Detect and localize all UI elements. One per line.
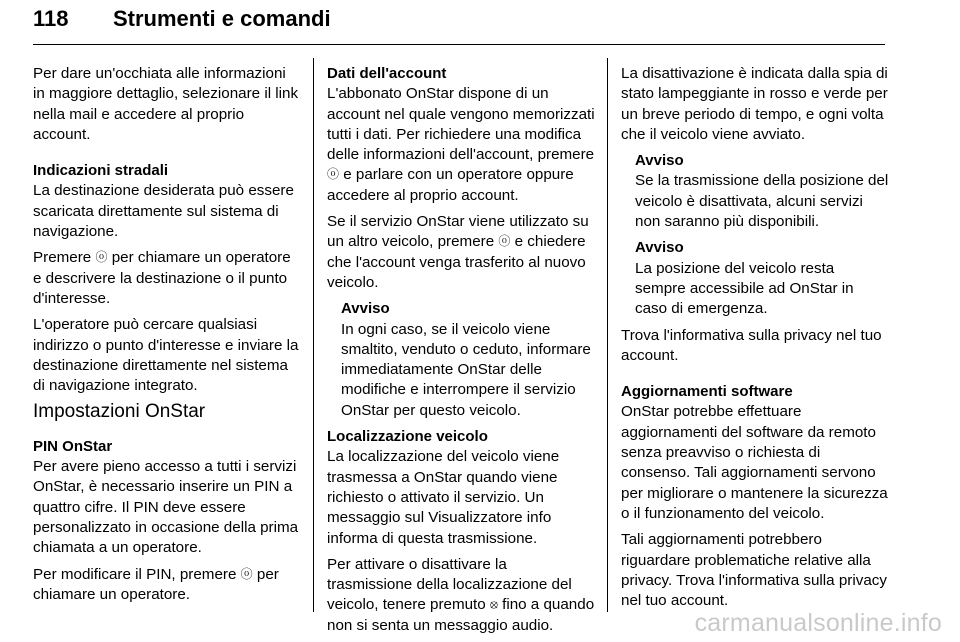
notice-title: Avviso xyxy=(635,239,684,257)
section-heading-onstar-settings: Impostazioni OnStar xyxy=(33,401,206,423)
paragraph: Trova l'informativa sulla privacy nel tuo account. xyxy=(621,326,882,364)
section-title-location: Localizzazione veicolo xyxy=(327,428,488,446)
notice-title: Avviso xyxy=(341,300,390,318)
paragraph: La destinazione desiderata può essere scaricata direttamente sul sistema di navigazione. xyxy=(33,182,294,241)
paragraph: Se il servizio OnStar viene utilizzato su un altro veicolo, premere ⓞ e chiedere che l'account venga trasferito al nuovo veicolo. xyxy=(327,213,589,291)
page-title: Strumenti e comandi xyxy=(113,6,331,31)
onstar-button-icon: ⓞ xyxy=(498,234,511,249)
paragraph: La localizzazione del veicolo viene trasmessa a OnStar quando viene richiesto o attivato il servizio. Un messaggio sul Visualizzatore info informa di questa trasmissione. xyxy=(327,448,560,547)
onstar-button-icon: ⓞ xyxy=(95,250,108,265)
paragraph: La disattivazione è indicata dalla spia di stato lampeggiante in rosso e verde per un breve periodo di tempo, e ogni volta che il veicolo viene avviato. xyxy=(621,65,888,143)
privacy-button-icon: ⦻ xyxy=(489,597,498,612)
section-title-directions: Indicazioni stradali xyxy=(33,162,169,180)
column-divider-1 xyxy=(313,58,314,612)
notice-box xyxy=(327,299,595,421)
onstar-button-icon: ⓞ xyxy=(327,167,340,182)
notice-text: In ogni caso, se il veicolo viene smaltito, venduto o ceduto, informare immediatamente OnStar delle modifiche e interrompere il servizio OnStar per questo veicolo. xyxy=(341,320,591,419)
header-rule xyxy=(33,44,885,45)
paragraph: L'operatore può cercare qualsiasi indirizzo o punto d'interesse e inviare la destinazione direttamente nel sistema di navigazione integrato. xyxy=(33,316,299,395)
notice-text: Se la trasmissione della posizione del veicolo è disattivata, alcuni servizi non saranno più disponibili. xyxy=(635,172,889,231)
column-1 xyxy=(33,64,301,611)
intro-paragraph: Per dare un'occhiata alle informazioni in maggiore dettaglio, selezionare il link nella mail e accedere al proprio account. xyxy=(33,65,299,143)
column-divider-2 xyxy=(607,58,608,612)
column-2 xyxy=(327,64,595,642)
watermark: carmanualsonline.info xyxy=(694,609,942,637)
paragraph: Per attivare o disattivare la trasmissione della localizzazione del veicolo, tenere premuto ⦻ fino a quando non si senta un messaggio audio. xyxy=(327,555,595,634)
paragraph: Premere ⓞ per chiamare un operatore e descrivere la destinazione o il punto d'interesse. xyxy=(33,249,291,307)
notice-text: La posizione del veicolo resta sempre accessibile ad OnStar in caso di emergenza. xyxy=(635,259,854,318)
notice-title: Avviso xyxy=(635,152,684,170)
page-header xyxy=(33,6,885,38)
paragraph: L'abbonato OnStar dispone di un account nel quale vengono memorizzati tutti i dati. Per richiedere una modifica delle informazioni dell'account, premere ⓞ e parlare con un operatore oppure accedere al proprio account. xyxy=(327,85,595,204)
section-title-account: Dati dell'account xyxy=(327,65,447,82)
paragraph: OnStar potrebbe effettuare aggiornamenti del software da remoto senza preavviso o richiesta di consenso. Tali aggiornamenti servono per migliorare o mantenere la sicurezza o il funzionamento del veicolo. xyxy=(621,403,888,522)
paragraph: Tali aggiornamenti potrebbero riguardare problematiche relative alla privacy. Trova l'informativa sulla privacy nel tuo account. xyxy=(621,531,887,610)
paragraph: Per modificare il PIN, premere ⓞ per chiamare un operatore. xyxy=(33,565,279,603)
notice-box xyxy=(621,238,889,319)
section-title-pin: PIN OnStar xyxy=(33,437,113,455)
notice-box xyxy=(621,151,889,232)
column-3 xyxy=(621,64,889,617)
paragraph: Per avere pieno accesso a tutti i servizi OnStar, è necessario inserire un PIN a quattro cifre. Il PIN deve essere personalizzato in occasione della prima chiamata a un operatore. xyxy=(33,458,299,557)
page-number: 118 xyxy=(33,6,69,31)
section-title-software-updates: Aggiornamenti software xyxy=(621,383,793,401)
onstar-button-icon: ⓞ xyxy=(240,566,253,581)
